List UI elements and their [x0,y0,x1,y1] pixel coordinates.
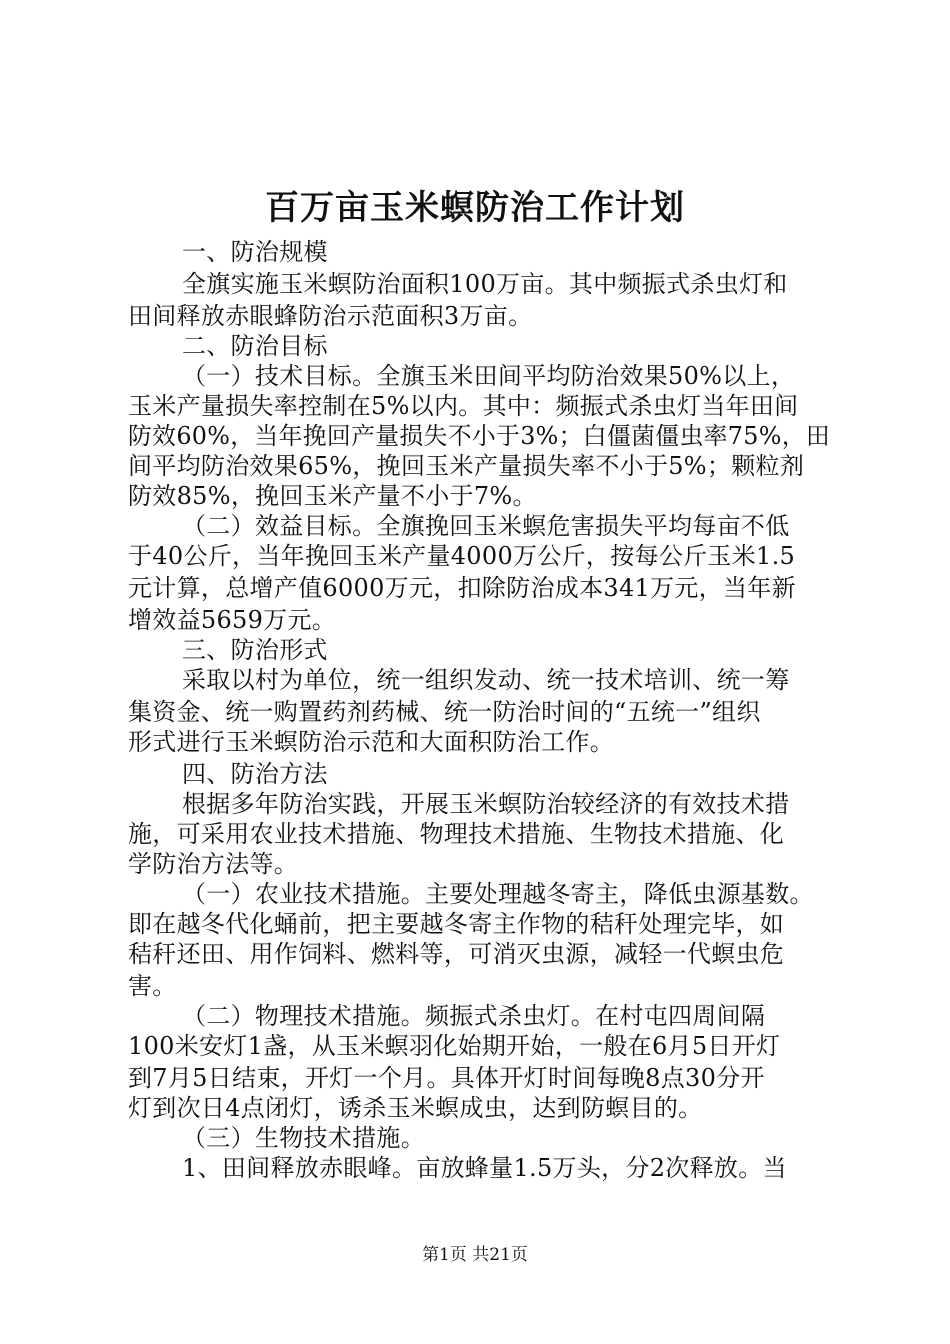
text-line: （一）技术目标。全旗玉米田间平均防治效果50%以上， [182,362,796,390]
text-line: （一）农业技术措施。主要处理越冬寄主，降低虫源基数。 [182,880,814,908]
text-line: 采取以村为单位，统一组织发动、统一技术培训、统一筹 [182,666,790,694]
text-line: 根据多年防治实践，开展玉米螟防治较经济的有效技术措 [182,790,790,818]
text-line: 学防治方法等。 [128,850,299,878]
text-line: （二）效益目标。全旗挽回玉米螟危害损失平均每亩不低 [182,512,790,540]
text-line: 秸秆还田、用作饲料、燃料等，可消灭虫源，减轻一代螟虫危 [128,940,785,968]
text-line: 全旗实施玉米螟防治面积100万亩。其中频振式杀虫灯和 [182,270,788,298]
text-line: 施，可采用农业技术措施、物理技术措施、生物技术措施、化 [128,820,785,848]
text-line: （二）物理技术措施。频振式杀虫灯。在村屯四周间隔 [182,1002,766,1030]
page-footer: 第1页 共21页 [422,1245,528,1265]
text-line: 田间释放赤眼蜂防治示范面积3万亩。 [128,302,533,330]
text-line: 形式进行玉米螟防治示范和大面积防治工作。 [128,728,614,756]
text-line: 于40公斤，当年挽回玉米产量4000万公斤，按每公斤玉米1.5 [128,542,796,570]
text-line: 1、田间释放赤眼峰。亩放蜂量1.5万头，分2次释放。当 [182,1154,787,1182]
section-heading: 四、防治方法 [182,760,328,788]
text-line: 玉米产量损失率控制在5%以内。其中：频振式杀虫灯当年田间 [128,392,799,420]
text-line: 即在越冬代化蛹前，把主要越冬寄主作物的秸秆处理完毕，如 [128,910,785,938]
text-line: 防效60%，当年挽回产量损失不小于3%；白僵菌僵虫率75%，田 [128,422,831,450]
text-line: （三）生物技术措施。 [182,1124,425,1152]
text-line: 增效益5659万元。 [128,606,337,634]
document-title: 百万亩玉米螟防治工作计划 [265,188,685,228]
section-heading: 三、防治形式 [182,636,328,664]
text-line: 100米安灯1盏，从玉米螟羽化始期开始，一般在6月5日开灯 [128,1032,781,1060]
text-line: 灯到次日4点闭灯，诱杀玉米螟成虫，达到防螟目的。 [128,1094,703,1122]
text-line: 集资金、统一购置药剂药械、统一防治时间的“五统一”组织 [128,698,761,726]
section-heading: 一、防治规模 [182,238,328,266]
text-line: 害。 [128,972,177,1000]
text-line: 到7月5日结束，开灯一个月。具体开灯时间每晚8点30分开 [128,1064,765,1092]
text-line: 间平均防治效果65%，挽回玉米产量损失率不小于5%；颗粒剂 [128,452,805,480]
text-line: 防效85%，挽回玉米产量不小于7%。 [128,482,537,510]
text-line: 元计算，总增产值6000万元，扣除防治成本341万元，当年新 [128,574,796,602]
section-heading: 二、防治目标 [182,332,328,360]
